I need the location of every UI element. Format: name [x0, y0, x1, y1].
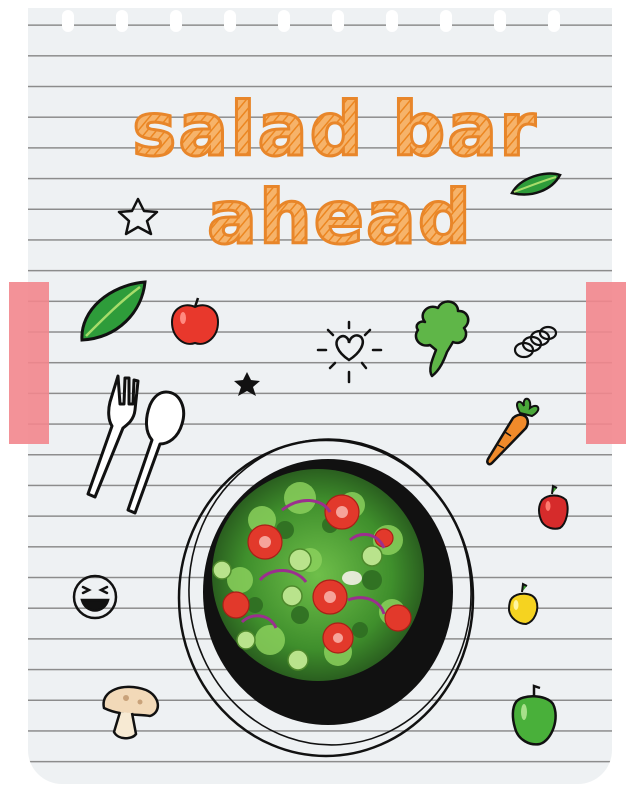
star-filled-icon	[234, 372, 260, 396]
star-outline-icon	[119, 199, 157, 234]
yellow-pepper-icon	[509, 584, 537, 624]
spiral-doodle-icon	[515, 327, 556, 357]
leaf-icon	[82, 282, 145, 340]
laughing-face-icon	[74, 576, 116, 618]
apple-icon	[172, 298, 218, 344]
title-line-1: salad bar	[132, 87, 538, 173]
mushroom-icon	[104, 687, 158, 738]
title-line-2: ahead	[207, 175, 473, 261]
carrot-icon	[487, 399, 538, 464]
fork-spoon-icon	[88, 376, 184, 513]
heart-burst-icon	[318, 322, 381, 382]
broccoli-icon	[416, 302, 468, 376]
green-pepper-icon	[513, 686, 556, 744]
salad-bowl-image	[179, 430, 482, 756]
leaf-icon	[512, 174, 560, 195]
red-pepper-icon	[539, 486, 568, 529]
